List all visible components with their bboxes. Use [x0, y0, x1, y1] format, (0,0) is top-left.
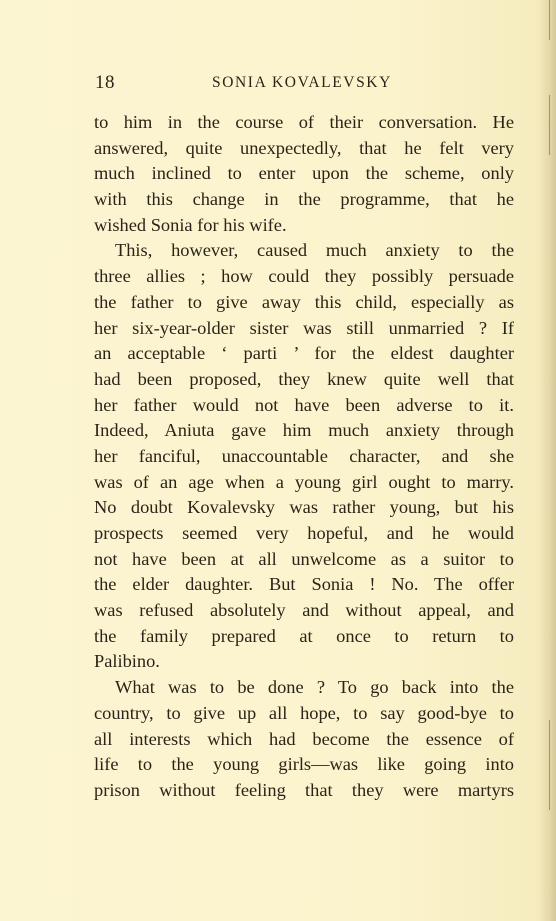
text-line: No doubt Kovalevsky was rather young, but his	[94, 497, 514, 518]
text-line: prison without feeling that they were martyrs	[94, 779, 514, 800]
text-line: with this change in the programme, that he	[94, 189, 514, 210]
page-header	[95, 72, 515, 96]
page-edge-mark	[549, 95, 550, 155]
page-number: 18	[95, 72, 115, 93]
text-line: Palibino.	[94, 651, 160, 672]
text-line: answered, quite unexpectedly, that he felt very	[94, 137, 514, 158]
text-line: three allies ; how could they possibly persuade	[94, 266, 514, 287]
text-line: her father would not have been adverse to it.	[94, 394, 514, 415]
text-line: prospects seemed very hopeful, and he would	[94, 523, 514, 543]
text-line: life to the young girls—was like going into	[94, 754, 514, 775]
text-line: not have been at all unwelcome as a suitor to	[94, 548, 514, 569]
text-line: wished Sonia for his wife.	[94, 214, 287, 235]
text-line: an acceptable ‘ parti ’ for the eldest daughter	[94, 343, 514, 364]
text-line: had been proposed, they knew quite well that	[94, 368, 514, 389]
text-line: What was to be done ? To go back into the	[115, 677, 514, 698]
text-line: This, however, caused much anxiety to the	[115, 240, 514, 261]
text-line: her fanciful, unaccountable character, and she	[94, 445, 514, 466]
text-line: Indeed, Aniuta gave him much anxiety through	[94, 420, 514, 441]
page-edge-mark	[549, 720, 550, 810]
text-line: the father to give away this child, especially as	[94, 291, 514, 312]
text-line: all interests which had become the essence of	[94, 728, 514, 749]
text-line: was of an age when a young girl ought to marry.	[94, 471, 514, 492]
text-line: the elder daughter. But Sonia ! No. The offer	[94, 574, 514, 595]
text-line: her six-year-older sister was still unmarried ? If	[94, 317, 514, 338]
page-edge-shadow	[538, 0, 556, 921]
running-head: SONIA KOVALEVSKY	[212, 74, 392, 91]
text-line: much inclined to enter upon the scheme, only	[94, 163, 514, 184]
text-line: was refused absolutely and without appeal, and	[94, 600, 514, 621]
text-line: to him in the course of their conversation. He	[94, 112, 514, 132]
text-line: the family prepared at once to return to	[94, 625, 514, 646]
page-edge-mark	[549, 0, 550, 40]
body-text	[94, 110, 514, 804]
text-line: country, to give up all hope, to say good-bye to	[94, 702, 514, 723]
